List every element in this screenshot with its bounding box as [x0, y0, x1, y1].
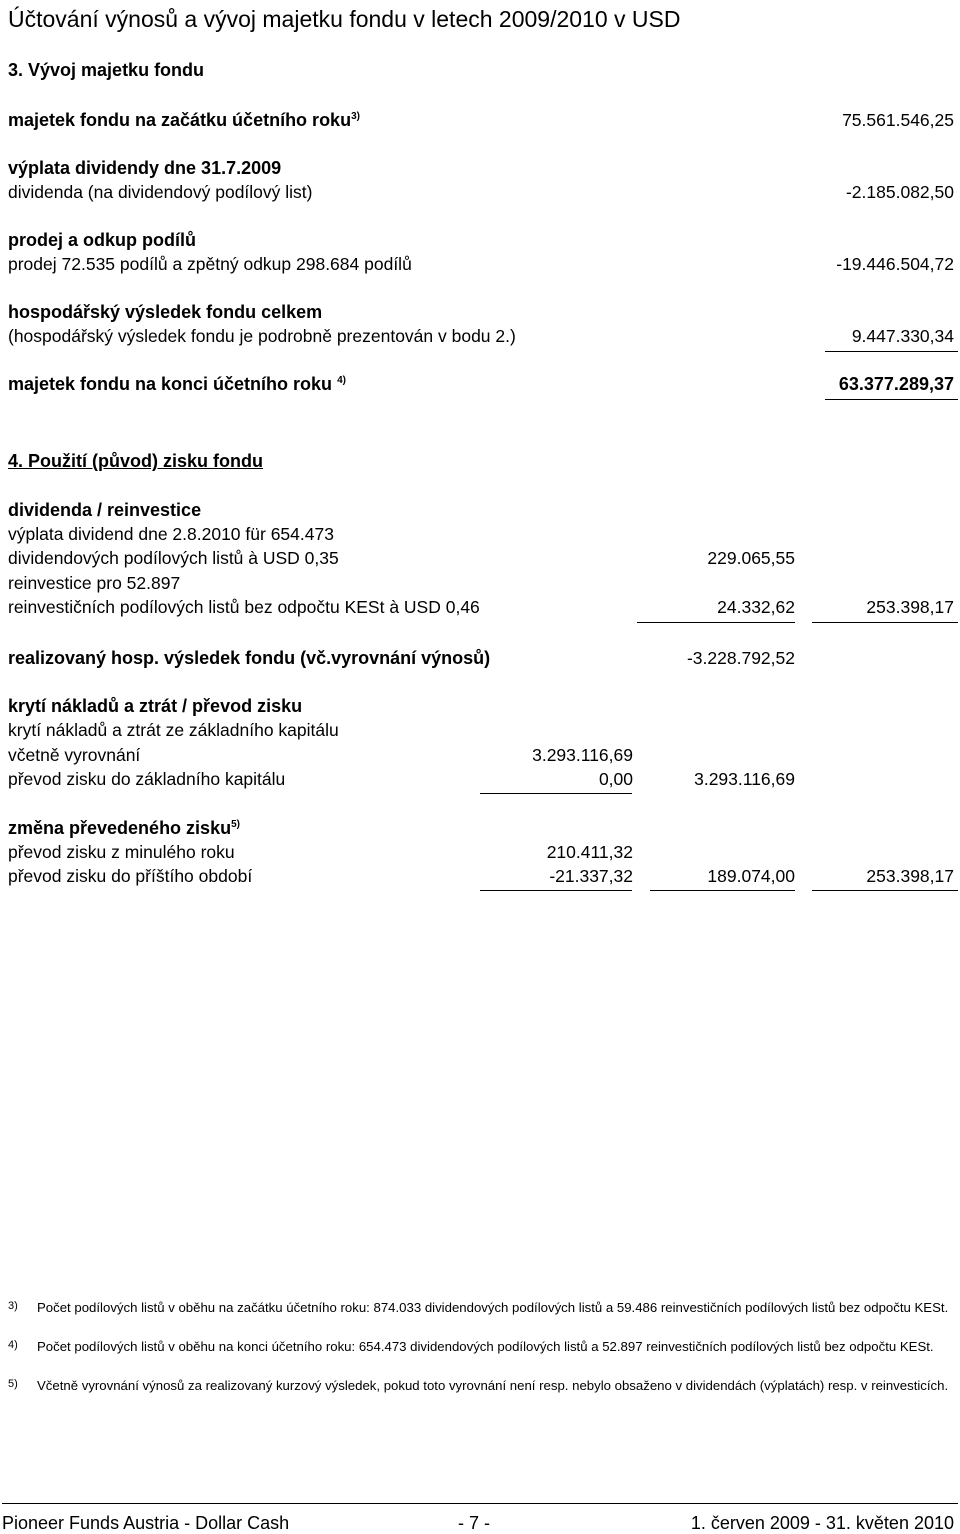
cover-total-value: 3.293.116,69 — [694, 769, 795, 789]
prev-transfer-label: převod zisku z minulého roku — [8, 842, 235, 862]
page-title: Účtování výnosů a vývoj majetku fondu v letech 2009/2010 v USD — [8, 6, 681, 32]
transfer-label: převod zisku do základního kapitálu — [8, 769, 286, 789]
result-value: 9.447.330,34 — [851, 326, 954, 346]
section-4-heading: 4. Použití (původ) zisku fondu — [8, 451, 263, 471]
footnote-ref: 4) — [337, 375, 346, 386]
cover-heading: krytí nákladů a ztrát / převod zisku — [8, 696, 303, 716]
payout-value: -2.185.082,50 — [845, 182, 954, 202]
dividend-line-2: dividendových podílových listů à USD 0,35 — [8, 548, 339, 568]
dividend-heading: dividenda / reinvestice — [8, 500, 202, 520]
reinvest-value: 24.332,62 — [717, 597, 795, 617]
next-transfer-value: -21.337,32 — [549, 866, 633, 886]
footnote-number: 3) — [8, 1300, 18, 1312]
reinvest-line-1: reinvestice pro 52.897 — [8, 573, 181, 593]
end-assets-value: 63.377.289,37 — [838, 374, 954, 394]
change-total-value: 189.074,00 — [707, 866, 795, 886]
cover-line-2: včetně vyrovnání — [8, 745, 141, 765]
footnote-ref: 3) — [351, 111, 360, 122]
dividend-line-1: výplata dividend dne 2.8.2010 für 654.473 — [8, 524, 334, 544]
trade-value: -19.446.504,72 — [836, 254, 954, 274]
transfer-value: 0,00 — [598, 769, 633, 789]
trade-heading: prodej a odkup podílů — [8, 230, 196, 250]
start-assets-label: majetek fondu na začátku účetního roku$^{3)}$ — [8, 110, 360, 130]
divider-line — [825, 351, 958, 352]
payout-label: dividenda (na dividendový podílový list) — [8, 182, 313, 202]
footer-page-number: - 7 - — [458, 1513, 491, 1533]
prev-transfer-value: 210.411,32 — [546, 842, 633, 862]
section-3-heading: 3. Vývoj majetku fondu — [8, 60, 205, 80]
footnote-text: Počet podílových listů v oběhu na začátku účetního roku: 874.033 dividendových podílových listů a 59.486 reinvestičních podílových listů bez odpočtu KESt. — [37, 1300, 949, 1315]
result-heading: hospodářský výsledek fondu celkem — [8, 302, 323, 322]
end-assets-label: majetek fondu na konci účetního roku $^{4)}$ — [8, 374, 346, 394]
result-label: (hospodářský výsledek fondu je podrobně prezentován v bodu 2.) — [8, 326, 516, 346]
divider-line — [812, 890, 958, 891]
trade-label: prodej 72.535 podílů a zpětný odkup 298.684 podílů — [8, 254, 412, 274]
divider-line — [812, 622, 958, 623]
footnote-ref: 5) — [231, 819, 240, 830]
divider-line — [480, 890, 632, 891]
divider-line — [650, 890, 795, 891]
reinvest-line-2: reinvestičních podílových listů bez odpočtu KESt à USD 0,46 — [8, 597, 480, 617]
cover-value: 3.293.116,69 — [532, 745, 633, 765]
footer-divider — [2, 1503, 958, 1504]
footer-period: 1. červen 2009 - 31. květen 2010 — [690, 1513, 954, 1533]
footnote-text: Počet podílových listů v oběhu na konci účetního roku: 654.473 dividendových podílových listů a 52.897 reinvestičních podílových listů bez odpočtu KESt. — [37, 1339, 934, 1354]
divider-line — [637, 622, 795, 623]
start-assets-value: 75.561.546,25 — [842, 110, 954, 130]
footer-fund-name: Pioneer Funds Austria - Dollar Cash — [2, 1513, 290, 1533]
cover-line-1: krytí nákladů a ztrát ze základního kapitálu — [8, 720, 339, 740]
dividend-value: 229.065,55 — [707, 548, 795, 568]
dividend-total-value: 253.398,17 — [866, 597, 954, 617]
next-transfer-label: převod zisku do příštího období — [8, 866, 253, 886]
realized-label: realizovaný hosp. výsledek fondu (vč.vyrovnání výnosů) — [8, 648, 491, 668]
divider-line — [825, 399, 958, 400]
realized-value: -3.228.792,52 — [686, 648, 795, 668]
footnote-number: 4) — [8, 1339, 18, 1351]
payout-heading: výplata dividendy dne 31.7.2009 — [8, 158, 282, 178]
grand-total-value: 253.398,17 — [866, 866, 954, 886]
divider-line — [480, 793, 632, 794]
footnote-text: Včetně vyrovnání výnosů za realizovaný kurzový výsledek, pokud toto vyrovnání není resp. nebylo obsaženo v dividendách (výplatách) resp. v reinvesticích. — [37, 1378, 949, 1393]
footnote-number: 5) — [8, 1378, 18, 1390]
change-heading: změna převedeného zisku$^{5)}$ — [8, 818, 240, 838]
